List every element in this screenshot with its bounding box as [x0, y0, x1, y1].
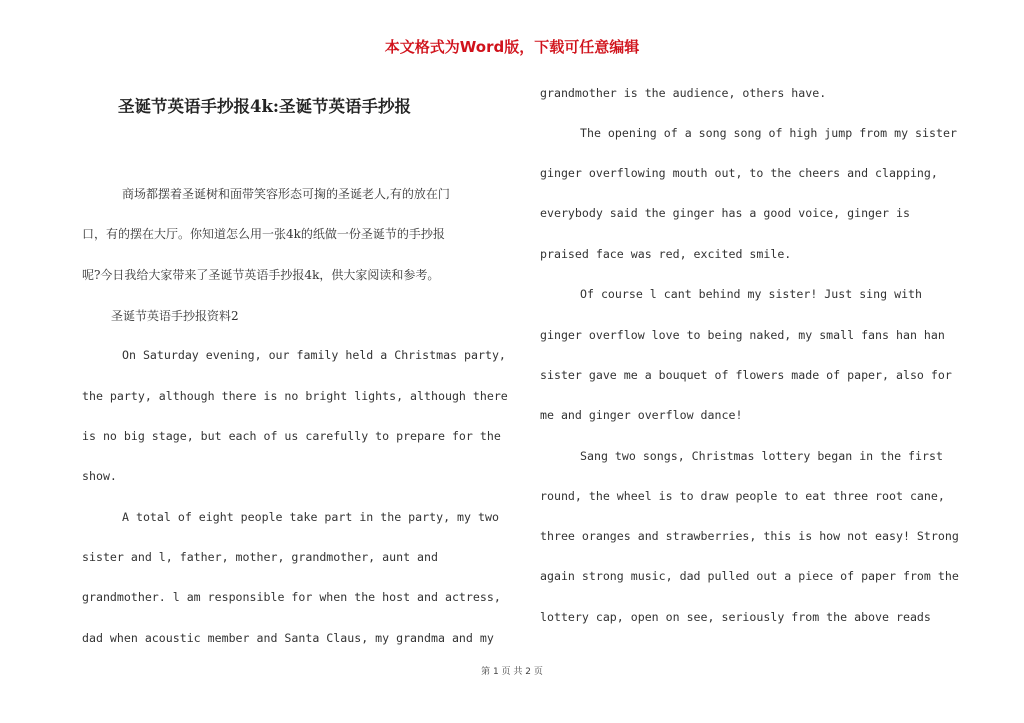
right-line-12: three oranges and strawberries, this is how not easy! Strong: [540, 529, 959, 543]
left-line-6: the party, although there is no bright lights, although there: [82, 389, 508, 403]
left-line-3: 呢?今日我给大家带来了圣诞节英语手抄报4k，供大家阅读和参考。: [82, 268, 440, 282]
right-line-11: round, the wheel is to draw people to eat three root cane,: [540, 489, 945, 503]
document-title: 圣诞节英语手抄报4k:圣诞节英语手抄报: [118, 97, 412, 116]
page-number-footer: 第 1 页 共 2 页: [481, 667, 543, 677]
right-line-2: The opening of a song song of high jump from my sister: [580, 126, 957, 140]
download-banner: 本文格式为Word版，下载可任意编辑: [384, 38, 640, 56]
left-line-5: On Saturday evening, our family held a Christmas party,: [122, 348, 506, 362]
section-heading: 圣诞节英语手抄报资料2: [111, 309, 239, 323]
right-line-10: Sang two songs, Christmas lottery began in the first: [580, 449, 943, 463]
right-line-7: ginger overflow love to being naked, my small fans han han: [540, 328, 945, 342]
left-line-11: grandmother. l am responsible for when the host and actress,: [82, 590, 501, 604]
left-line-8: show.: [82, 469, 117, 483]
right-line-8: sister gave me a bouquet of flowers made of paper, also for: [540, 368, 952, 382]
left-line-7: is no big stage, but each of us carefully to prepare for the: [82, 429, 501, 443]
right-line-4: everybody said the ginger has a good voice, ginger is: [540, 206, 910, 220]
right-line-13: again strong music, dad pulled out a piece of paper from the: [540, 569, 959, 583]
left-line-10: sister and l, father, mother, grandmother, aunt and: [82, 550, 438, 564]
left-line-9: A total of eight people take part in the party, my two: [122, 510, 499, 524]
right-line-1: grandmother is the audience, others have.: [540, 86, 827, 100]
right-line-14: lottery cap, open on see, seriously from the above reads: [540, 610, 931, 624]
left-line-2: 口，有的摆在大厅。你知道怎么用一张4k的纸做一份圣诞节的手抄报: [82, 227, 445, 241]
right-line-9: me and ginger overflow dance!: [540, 408, 743, 422]
left-line-12: dad when acoustic member and Santa Claus, my grandma and my: [82, 631, 494, 645]
right-line-6: Of course l cant behind my sister! Just sing with: [580, 287, 923, 301]
left-line-1: 商场都摆着圣诞树和面带笑容形态可掬的圣诞老人,有的放在门: [122, 187, 450, 201]
right-line-5: praised face was red, excited smile.: [540, 247, 792, 261]
right-line-3: ginger overflowing mouth out, to the cheers and clapping,: [540, 166, 938, 180]
